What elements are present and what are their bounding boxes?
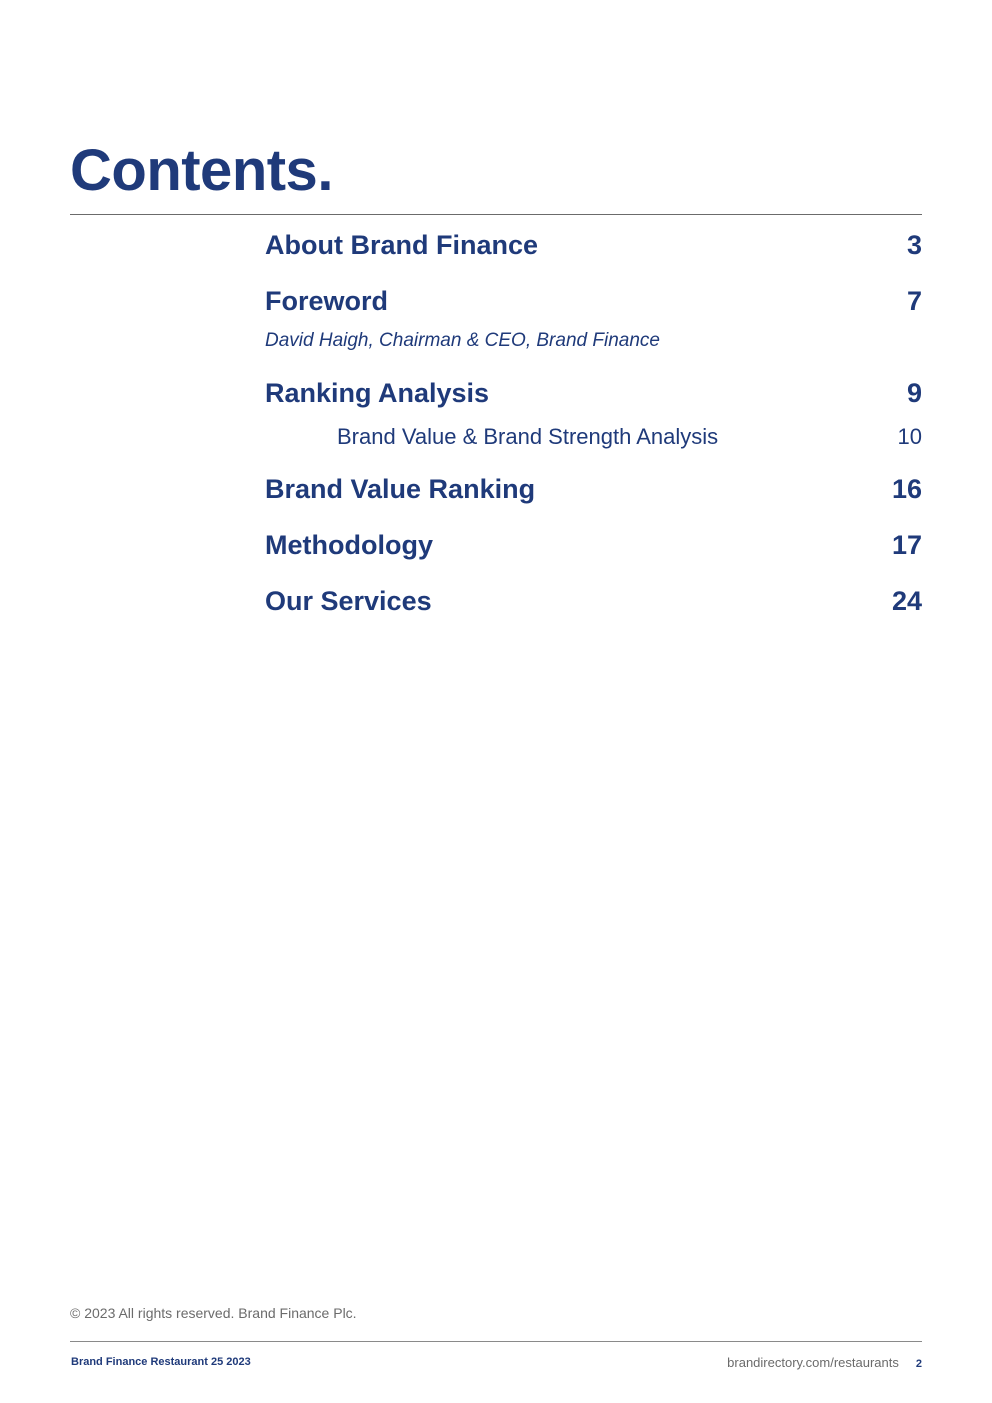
toc-entry-our-services[interactable]: [265, 586, 922, 617]
toc-entry-label: Our Services: [265, 586, 432, 616]
toc-entry-about-brand-finance[interactable]: [265, 230, 922, 261]
foreword-byline: David Haigh, Chairman & CEO, Brand Finance: [265, 330, 660, 351]
toc-entry-label: Methodology: [265, 530, 433, 560]
footer-right: [727, 1355, 922, 1370]
toc-entry-page: 3: [906, 230, 922, 260]
toc-subentry-brand-value-strength-analysis[interactable]: [265, 424, 922, 450]
copyright-notice: © 2023 All rights reserved. Brand Finance Plc.: [70, 1305, 357, 1321]
toc-entry-page: 24: [891, 586, 922, 616]
toc-entry-label: Brand Value & Brand Strength Analysis: [337, 424, 719, 449]
toc-entry-page: 7: [906, 286, 922, 316]
toc-entry-label: Foreword: [265, 286, 389, 316]
toc-entry-foreword[interactable]: [265, 286, 922, 317]
toc-entry-methodology[interactable]: [265, 530, 922, 561]
header-divider: [70, 214, 922, 215]
toc-entry-label: Brand Value Ranking: [265, 474, 536, 504]
page-title: Contents.: [70, 138, 333, 203]
toc-entry-brand-value-ranking[interactable]: [265, 474, 922, 505]
toc-entry-label: About Brand Finance: [265, 230, 539, 260]
toc-entry-page: 9: [906, 378, 922, 408]
publication-title: Brand Finance Restaurant 25 2023: [71, 1356, 251, 1368]
toc-entry-label: Ranking Analysis: [265, 378, 490, 408]
toc-entry-page: 16: [891, 474, 922, 504]
website-link[interactable]: brandirectory.com/restaurants: [727, 1355, 899, 1370]
page-number: 2: [915, 1358, 922, 1370]
toc-entry-ranking-analysis[interactable]: [265, 378, 922, 409]
toc-entry-page: 10: [897, 424, 922, 449]
footer-divider: [70, 1341, 922, 1342]
toc-entry-page: 17: [891, 530, 922, 560]
